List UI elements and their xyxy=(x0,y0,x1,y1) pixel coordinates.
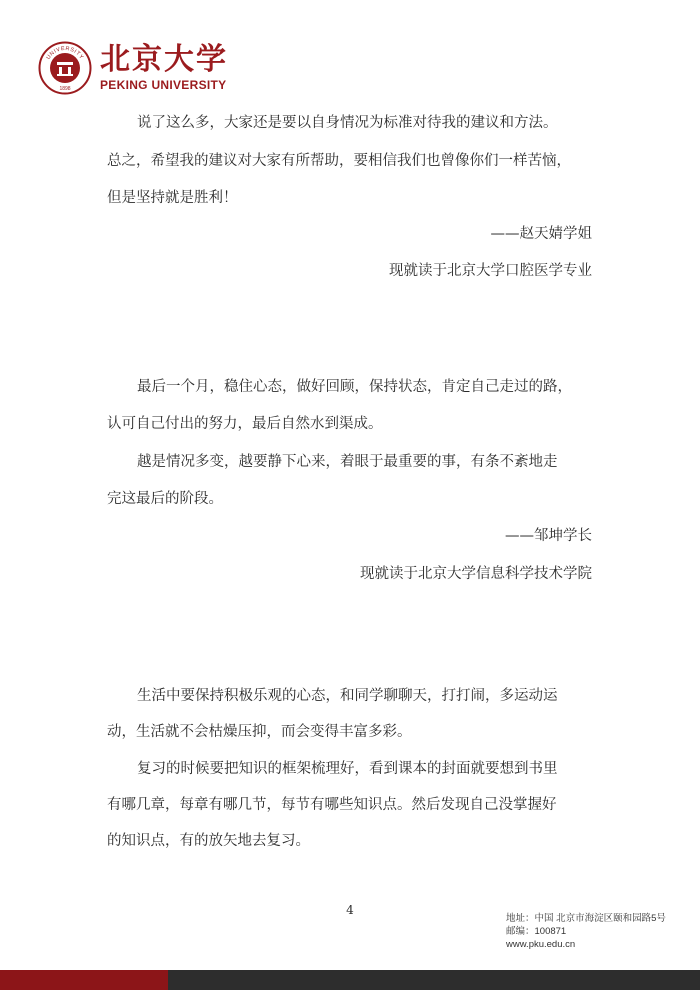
footer-postcode: 邮编：100871 xyxy=(506,926,567,937)
paragraph-line: 认可自己付出的努力，最后自然水到渠成。 xyxy=(107,416,383,432)
brand-name-cn: 北京大学 xyxy=(100,42,228,77)
pku-seal-icon xyxy=(38,41,92,95)
footer-bar-dark xyxy=(168,970,700,990)
page-number: 4 xyxy=(346,903,354,917)
paragraph-line: 总之，希望我的建议对大家有所帮助，要相信我们也曾像你们一样苦恼， xyxy=(107,153,571,169)
paragraph-line: 说了这么多，大家还是要以自身情况为标准对待我的建议和方法。 xyxy=(137,115,558,131)
seal-text: UNIVERSITY xyxy=(45,45,85,61)
author-affiliation: 现就读于北京大学信息科学技术学院 xyxy=(360,566,592,582)
paragraph-line: 越是情况多变，越要静下心来，着眼于最重要的事，有条不紊地走 xyxy=(137,454,558,470)
header-logo xyxy=(38,40,228,96)
brand-name-en: PEKING UNIVERSITY xyxy=(100,78,227,92)
paragraph-line: 的知识点，有的放矢地去复习。 xyxy=(107,833,310,849)
author-affiliation: 现就读于北京大学口腔医学专业 xyxy=(389,263,592,279)
author-signature: ——赵天婧学姐 xyxy=(490,226,592,242)
paragraph-line: 生活中要保持积极乐观的心态，和同学聊聊天，打打闹，多运动运 xyxy=(137,688,558,704)
footer-bar-red xyxy=(0,970,168,990)
paragraph-line: 复习的时候要把知识的框架梳理好，看到课本的封面就要想到书里 xyxy=(137,761,558,777)
paragraph-line: 动，生活就不会枯燥压抑，而会变得丰富多彩。 xyxy=(107,724,412,740)
footer-address: 地址：中国 北京市海淀区颐和园路5号 xyxy=(506,913,666,924)
seal-year: 1898 xyxy=(59,86,71,92)
paragraph-line: 但是坚持就是胜利！ xyxy=(107,190,238,206)
footer-contact xyxy=(506,912,666,951)
paragraph-line: 有哪几章，每章有哪几节，每节有哪些知识点。然后发现自己没掌握好 xyxy=(107,797,557,813)
paragraph-line: 完这最后的阶段。 xyxy=(107,491,223,507)
author-signature: ——邹坤学长 xyxy=(505,528,592,544)
footer-website: www.pku.edu.cn xyxy=(506,939,576,950)
paragraph-line: 最后一个月，稳住心态，做好回顾，保持状态，肯定自己走过的路， xyxy=(137,379,572,395)
